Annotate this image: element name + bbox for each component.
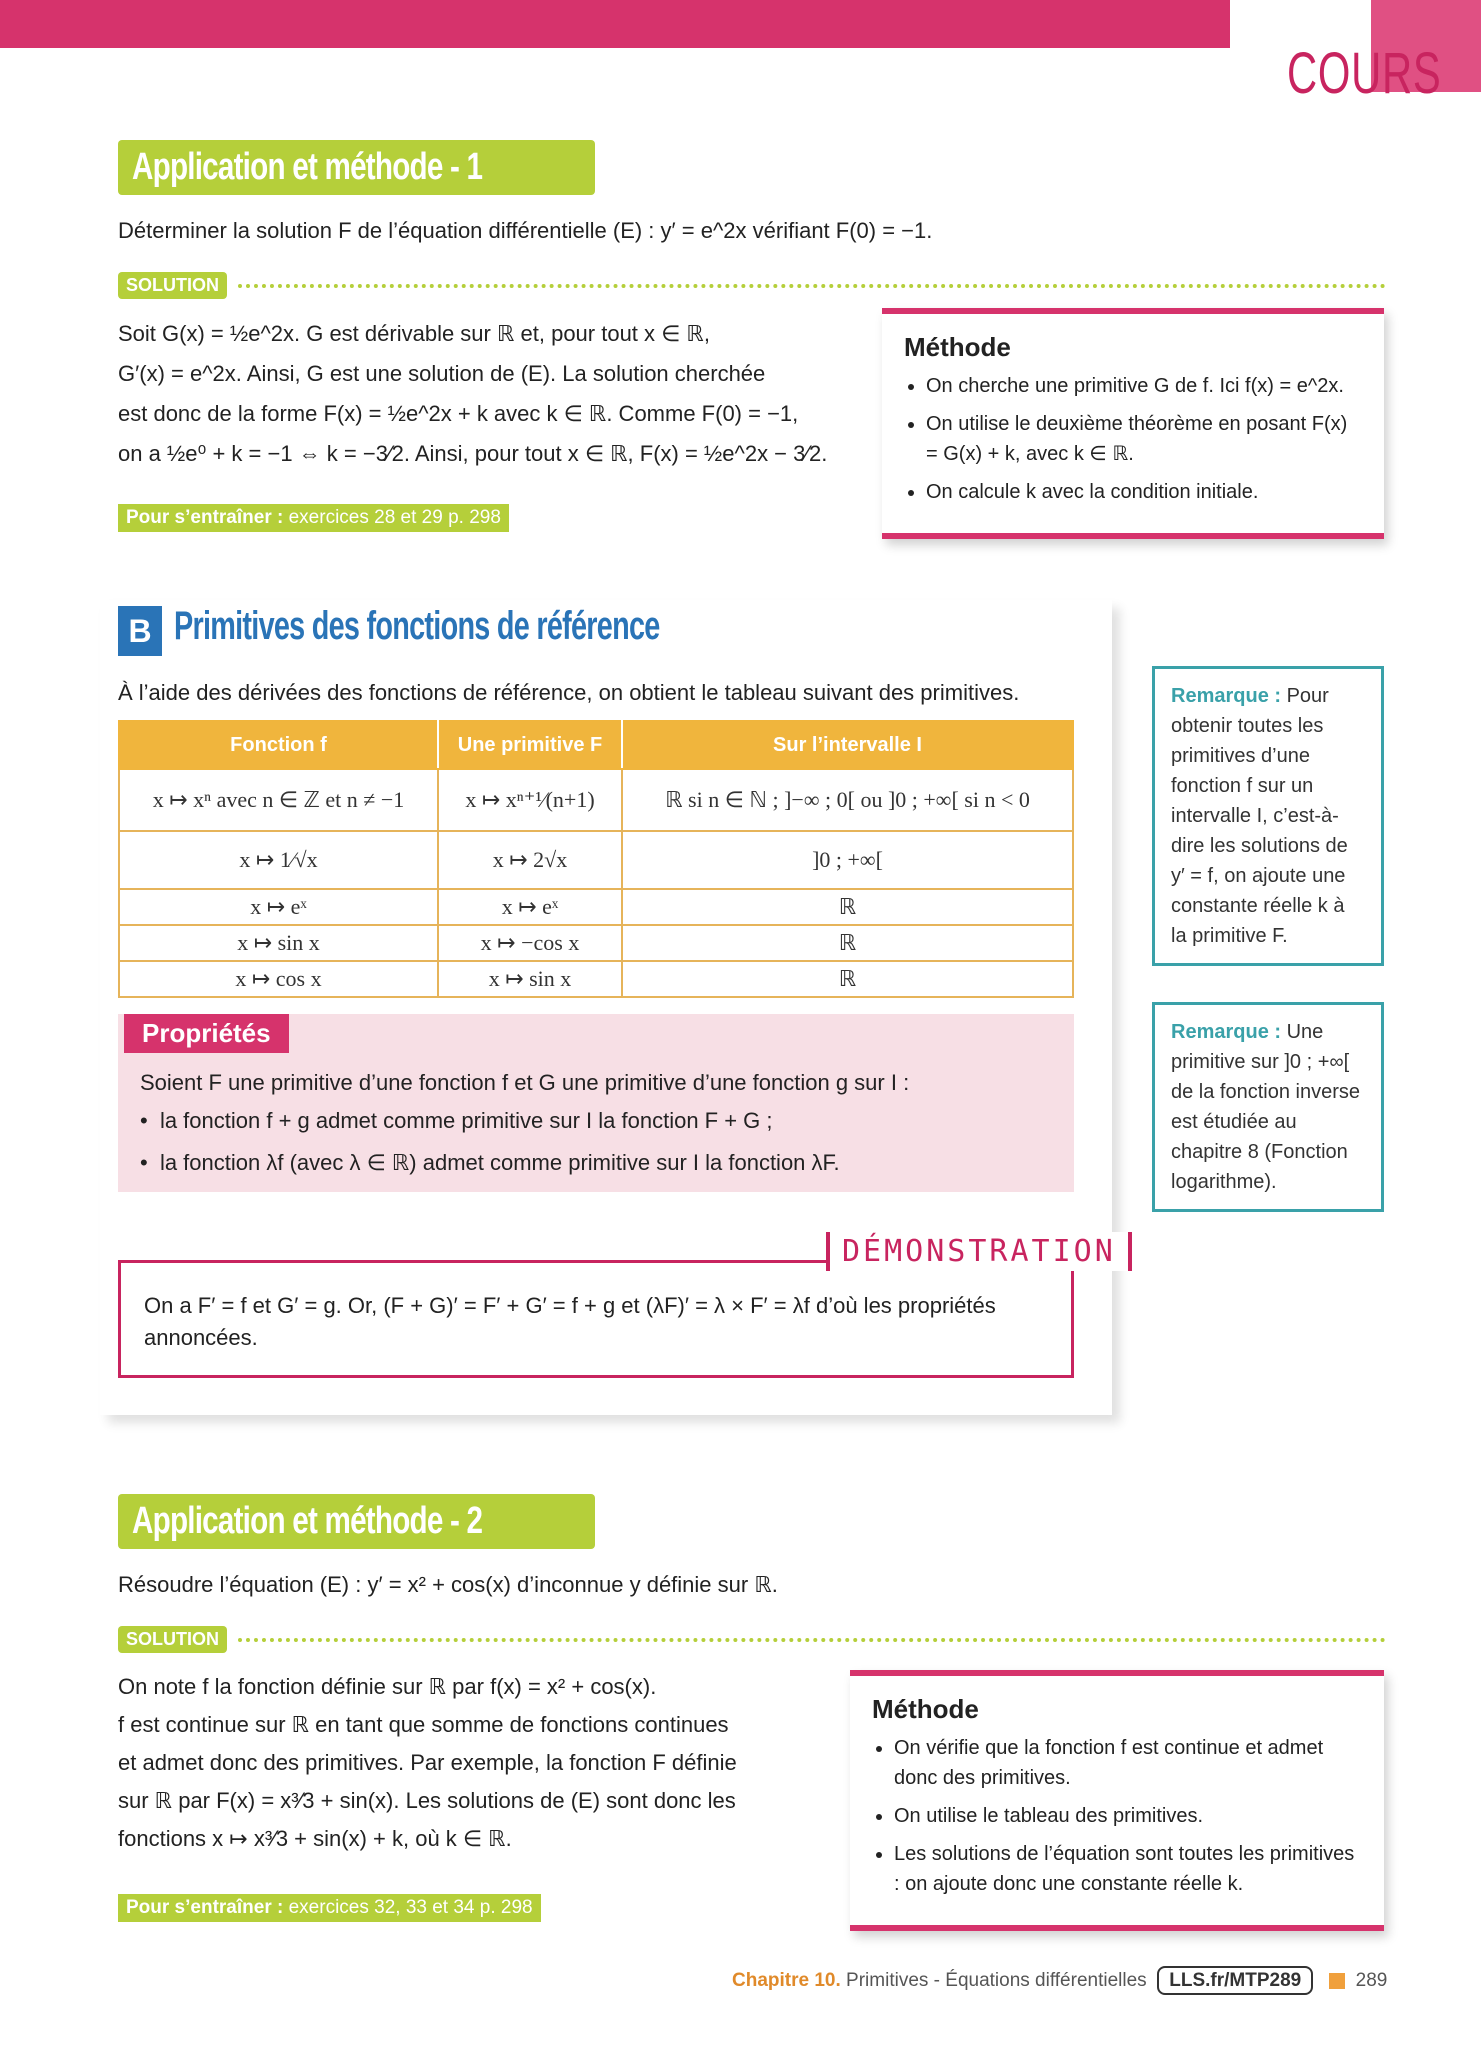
table-row (119, 831, 1073, 889)
table-cell: ]0 ; +∞[ (622, 831, 1073, 889)
method-title: Méthode (872, 1694, 979, 1724)
method-item: • Les solutions de l’équation sont toutes les primitives : on ajoute donc une constante réelle k. (894, 1839, 1362, 1899)
page-marker-icon (1329, 1973, 1345, 1989)
app1-solution-line: est donc de la forme F(x) = ½e^2x + k avec k ∈ ℝ. Comme F(0) = −1, (118, 401, 799, 426)
property-item: • la fonction f + g admet comme primitive sur I la fonction F + G ; (140, 1108, 773, 1133)
table-cell: x ↦ −cos x (438, 925, 622, 961)
remark-box-2 (1152, 1002, 1384, 1212)
remark-text: Pour obtenir toutes les primitives d’une fonction f sur un intervalle I, c’est-à-dire les solutions de y′ = f, on ajoute une constante réelle k à la primitive F. (1171, 685, 1348, 947)
app1-title: Application et méthode - 1 (118, 140, 595, 195)
app2-statement: Résoudre l’équation (E) : y′ = x² + cos(x) d’inconnue y définie sur ℝ. (118, 1572, 778, 1597)
app1-dotted-rule (238, 284, 1386, 288)
app1-solution-line: G′(x) = e^2x. Ainsi, G est une solution de (E). La solution cherchée (118, 361, 766, 386)
demonstration-tag: DÉMONSTRATION (826, 1232, 1132, 1271)
app2-dotted-rule (238, 1638, 1386, 1642)
app2-solution-line: On note f la fonction définie sur ℝ par f(x) = x² + cos(x). (118, 1674, 657, 1699)
table-cell: x ↦ sin x (119, 925, 438, 961)
table-cell: x ↦ 1⁄√x (119, 831, 438, 889)
primitives-table (118, 720, 1074, 998)
table-cell: x ↦ xⁿ⁺¹⁄(n+1) (438, 769, 622, 831)
page-number: 289 (1355, 1970, 1388, 1991)
table-header: Sur l’intervalle I (622, 721, 1073, 769)
method-item: • On utilise le deuxième théorème en posant F(x) = G(x) + k, avec k ∈ ℝ. (926, 409, 1362, 469)
properties-intro: Soient F une primitive d’une fonction f et G une primitive d’une fonction g sur I : (140, 1070, 910, 1095)
table-row (119, 769, 1073, 831)
app1-train-link[interactable]: Pour s’entraîner : exercices 28 et 29 p. 298 (118, 504, 509, 532)
app1-solution-tag: SOLUTION (118, 272, 227, 299)
method-title: Méthode (904, 332, 1011, 362)
primitives-table-wrap (118, 720, 1074, 998)
table-cell: x ↦ 2√x (438, 831, 622, 889)
app2-solution-line: f est continue sur ℝ en tant que somme de fonctions continues (118, 1712, 729, 1737)
method-item: • On utilise le tableau des primitives. (894, 1801, 1362, 1831)
app2-solution-line: et admet donc des primitives. Par exemple, la fonction F définie (118, 1750, 737, 1775)
table-header-row (119, 721, 1073, 769)
app1-method-box (882, 308, 1384, 539)
app2-solution-line: fonctions x ↦ x³⁄3 + sin(x) + k, où k ∈ ℝ. (118, 1826, 512, 1851)
table-header: Fonction f (119, 721, 438, 769)
app2-train-link[interactable]: Pour s’entraîner : exercices 32, 33 et 34 p. 298 (118, 1894, 541, 1922)
app1-statement: Déterminer la solution F de l’équation différentielle (E) : y′ = e^2x vérifiant F(0) = −1. (118, 218, 933, 243)
method-item: • On vérifie que la fonction f est continue et admet donc des primitives. (894, 1733, 1362, 1793)
table-cell: ℝ si n ∈ ℕ ; ]−∞ ; 0[ ou ]0 ; +∞[ si n < 0 (622, 769, 1073, 831)
table-row (119, 961, 1073, 997)
footer-chapter-title: Primitives - Équations différentielles (840, 1970, 1147, 1991)
properties-list (140, 1102, 1060, 1182)
table-cell: x ↦ eˣ (119, 889, 438, 925)
remark-box-1 (1152, 666, 1384, 966)
app2-method-box (850, 1670, 1384, 1931)
footer-link[interactable]: LLS.fr/MTP289 (1157, 1966, 1313, 1995)
table-header: Une primitive F (438, 721, 622, 769)
footer (732, 1970, 1387, 1992)
table-cell: ℝ (622, 925, 1073, 961)
top-bar (0, 0, 1230, 48)
section-b-intro: À l’aide des dérivées des fonctions de référence, on obtient le tableau suivant des primitives. (118, 680, 1020, 705)
app2-solution-tag: SOLUTION (118, 1626, 227, 1653)
table-cell: x ↦ sin x (438, 961, 622, 997)
table-row (119, 925, 1073, 961)
section-b-letter: B (118, 606, 162, 656)
table-cell: x ↦ eˣ (438, 889, 622, 925)
properties-tag: Propriétés (124, 1014, 289, 1053)
app1-solution-line: on a ½e⁰ + k = −1 ⇔ k = −3⁄2. Ainsi, pour tout x ∈ ℝ, F(x) = ½e^2x − 3⁄2. (118, 441, 828, 466)
app1-solution-line: Soit G(x) = ½e^2x. G est dérivable sur ℝ et, pour tout x ∈ ℝ, (118, 321, 710, 346)
app2-title: Application et méthode - 2 (118, 1494, 595, 1549)
property-item: • la fonction λf (avec λ ∈ ℝ) admet comme primitive sur I la fonction λF. (140, 1150, 840, 1175)
section-label: COURS (1286, 41, 1441, 106)
footer-chapter: Chapitre 10. (732, 1970, 841, 1991)
table-cell: ℝ (622, 889, 1073, 925)
method-item: • On cherche une primitive G de f. Ici f(x) = e^2x. (926, 371, 1362, 401)
section-b-title: Primitives des fonctions de référence (174, 604, 660, 648)
demonstration-text: On a F′ = f et G′ = g. Or, (F + G)′ = F′ + G′ = f + g et (λF)′ = λ × F′ = λf d’où les propriétés annoncées. (144, 1293, 996, 1350)
table-cell: ℝ (622, 961, 1073, 997)
app2-solution (118, 1668, 838, 1858)
app1-solution (118, 314, 848, 474)
table-cell: x ↦ xⁿ avec n ∈ ℤ et n ≠ −1 (119, 769, 438, 831)
table-row (119, 889, 1073, 925)
remark-text: Une primitive sur ]0 ; +∞[ de la fonction inverse est étudiée au chapitre 8 (Fonction logarithme). (1171, 1021, 1361, 1193)
app2-solution-line: sur ℝ par F(x) = x³⁄3 + sin(x). Les solutions de (E) sont donc les (118, 1788, 736, 1813)
remark-label: Remarque : (1171, 685, 1282, 707)
table-cell: x ↦ cos x (119, 961, 438, 997)
method-item: • On calcule k avec la condition initiale. (926, 477, 1362, 507)
remark-label: Remarque : (1171, 1021, 1282, 1043)
